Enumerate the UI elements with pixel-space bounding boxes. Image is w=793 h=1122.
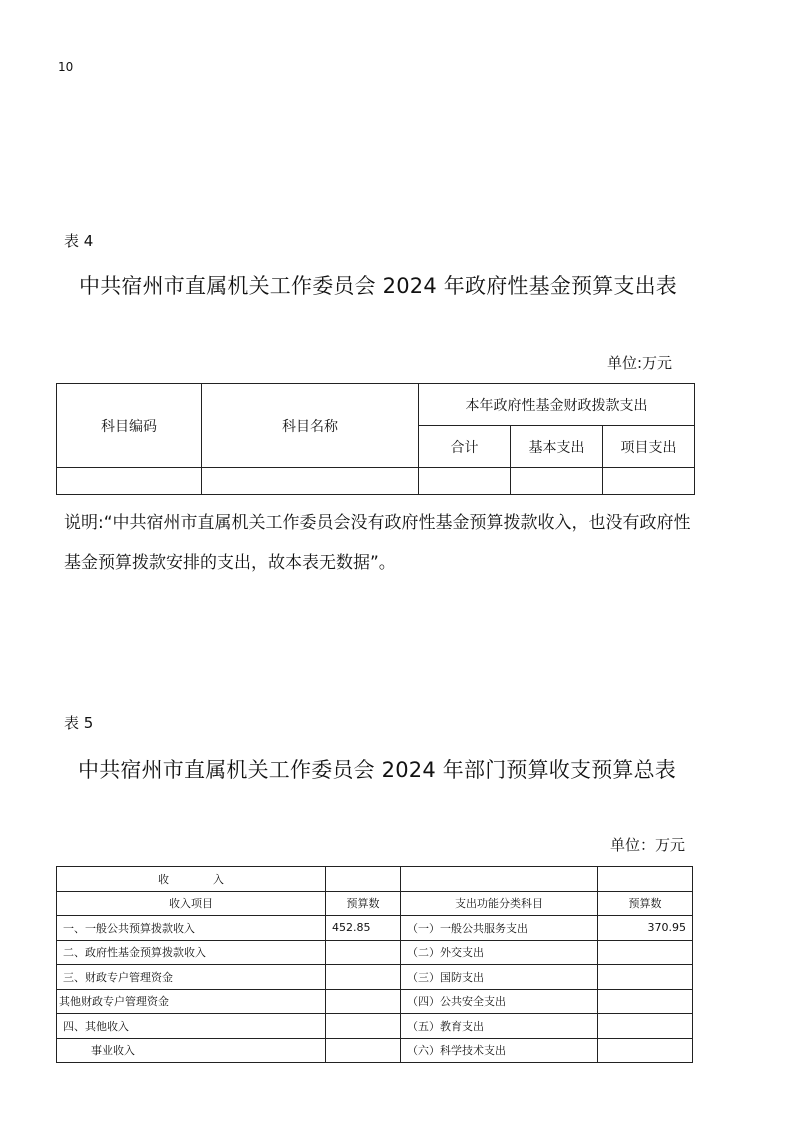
- expense-amount: [598, 1014, 693, 1039]
- expense-amount: [598, 965, 693, 990]
- table5: [56, 866, 693, 1063]
- expense-item: （四）公共安全支出: [401, 989, 598, 1014]
- income-item: 四、其他收入: [57, 1014, 326, 1039]
- income-amount: [326, 989, 401, 1014]
- page-number: 10: [58, 60, 74, 74]
- empty-cell: [419, 468, 511, 495]
- income-item: 一、一般公共预算拨款收入: [57, 916, 326, 941]
- table-row: [57, 916, 693, 941]
- table5-unit: 单位：万元: [609, 836, 685, 854]
- table-row: [57, 965, 693, 990]
- empty-cell: [57, 468, 202, 495]
- income-item: 其他财政专户管理资金: [57, 989, 326, 1014]
- expense-amount: [598, 1038, 693, 1063]
- expense-item: （一）一般公共服务支出: [401, 916, 598, 941]
- empty-cell: [401, 867, 598, 892]
- income-item: 二、政府性基金预算拨款收入: [57, 940, 326, 965]
- header-expense-amount: 预算数: [598, 891, 693, 916]
- income-amount: [326, 1014, 401, 1039]
- table4-unit: 单位:万元: [606, 354, 672, 372]
- header-name: 科目名称: [202, 384, 419, 468]
- header-total: 合计: [419, 426, 511, 468]
- table-row: [57, 1038, 693, 1063]
- expense-amount: [598, 940, 693, 965]
- expense-amount: [598, 989, 693, 1014]
- income-amount: [326, 940, 401, 965]
- table-row: [57, 989, 693, 1014]
- header-expense-item: 支出功能分类科目: [401, 891, 598, 916]
- income-item: 三、财政专户管理资金: [57, 965, 326, 990]
- income-amount: [326, 1038, 401, 1063]
- empty-cell: [603, 468, 695, 495]
- income-amount: 452.85: [326, 916, 401, 941]
- table-row: [57, 940, 693, 965]
- table5-title: 中共宿州市直属机关工作委员会 2024 年部门预算收支预算总表: [78, 758, 676, 782]
- expense-item: （二）外交支出: [401, 940, 598, 965]
- header-group: 本年政府性基金财政拨款支出: [419, 384, 695, 426]
- income-amount: [326, 965, 401, 990]
- table4: [56, 383, 695, 495]
- expense-amount: 370.95: [598, 916, 693, 941]
- expense-item: （六）科学技术支出: [401, 1038, 598, 1063]
- table5-label: 表 5: [64, 714, 94, 732]
- expense-item: （五）教育支出: [401, 1014, 598, 1039]
- income-header: 收 入: [57, 867, 326, 892]
- header-basic: 基本支出: [511, 426, 603, 468]
- table4-note: 说明:“中共宿州市直属机关工作委员会没有政府性基金预算拨款收入，也没有政府性基金预算拨款安排的支出，故本表无数据”。: [64, 513, 691, 573]
- empty-cell: [202, 468, 419, 495]
- header-income-amount: 预算数: [326, 891, 401, 916]
- table4-label: 表 4: [64, 232, 94, 250]
- table-row: [57, 1014, 693, 1039]
- header-project: 项目支出: [603, 426, 695, 468]
- income-item: 事业收入: [57, 1038, 326, 1063]
- empty-cell: [511, 468, 603, 495]
- expense-item: （三）国防支出: [401, 965, 598, 990]
- header-code: 科目编码: [57, 384, 202, 468]
- header-income-item: 收入项目: [57, 891, 326, 916]
- empty-cell: [326, 867, 401, 892]
- table4-title: 中共宿州市直属机关工作委员会 2024 年政府性基金预算支出表: [79, 274, 677, 298]
- empty-cell: [598, 867, 693, 892]
